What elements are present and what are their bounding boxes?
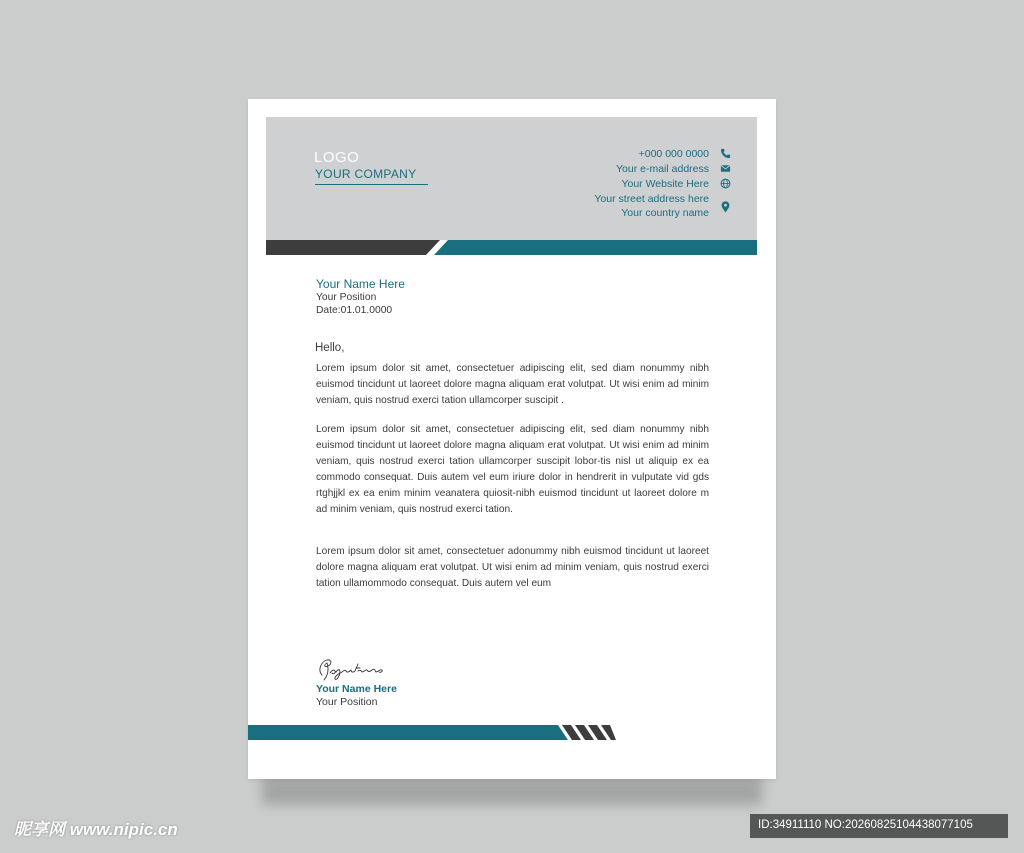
body-paragraph: Lorem ipsum dolor sit amet, consectetuer adipiscing elit, sed diam nonummy nibh euismod tincidunt ut laoreet dolore magna aliquam erat volutpat. Ut wisi enim ad minim veniam, quis nostrud exerci tation ullamcorper suscipit lobor-tis nisl ut aliquip ex ea commodo consequat. Duis autem vel eum iriure dolor in hendrerit in vulputate vid gds rtghjjkl ex ea enim minim veanatera quiosit-nibh euismod tincidunt ut laoreet dolore m ad minim veniam, quis nostrud exerci tation. [316,424,709,515]
location-pin-icon [720,200,731,214]
watermark-id: ID:34911110 NO:20260825104438077105 [758,819,973,831]
header-accent-band [266,240,757,255]
logo-text: LOGO [314,149,360,166]
handwritten-signature [316,653,396,683]
company-name: YOUR COMPANY [315,167,417,181]
envelope-icon [720,163,731,174]
phone-icon [720,148,731,159]
country-name: Your country name [621,207,709,219]
body-paragraph: Lorem ipsum dolor sit amet, consectetuer adipiscing elit, sed diam nonummy nibh euismod tincidunt ut laoreet dolore magna aliquam erat volutpat. Ut wisi enim ad minim veniam, quis nostrud exerci tation ullamcorper suscipit . [316,363,709,406]
sender-name: Your Name Here [316,277,405,291]
letter-date: Date:01.01.0000 [316,305,393,316]
sender-position: Your Position [316,292,377,303]
website: Your Website Here [621,178,709,190]
email-address: Your e-mail address [616,163,709,175]
signature-position: Your Position [316,696,378,708]
paper-shadow [262,775,762,805]
signature-name: Your Name Here [316,683,397,695]
street-address: Your street address here [594,193,709,205]
globe-icon [720,178,731,189]
letterhead-page [248,99,776,779]
letterhead-header [266,117,757,240]
body-paragraph: Lorem ipsum dolor sit amet, consectetuer adonummy nibh euismod tincidunt ut laoreet dolore magna aliquam erat volutpat. Ut wisi enim ad minim veniam, quis nostrud exerci tation ullamommodo consequat. Duis autem vel eum [316,546,709,589]
greeting: Hello, [315,342,345,354]
footer-accent-band [248,725,618,740]
watermark-site: 昵享网 www.nipic.cn [14,820,178,839]
company-underline [315,184,428,185]
watermark-id-box [750,814,1008,838]
phone-number: +000 000 0000 [638,148,709,160]
